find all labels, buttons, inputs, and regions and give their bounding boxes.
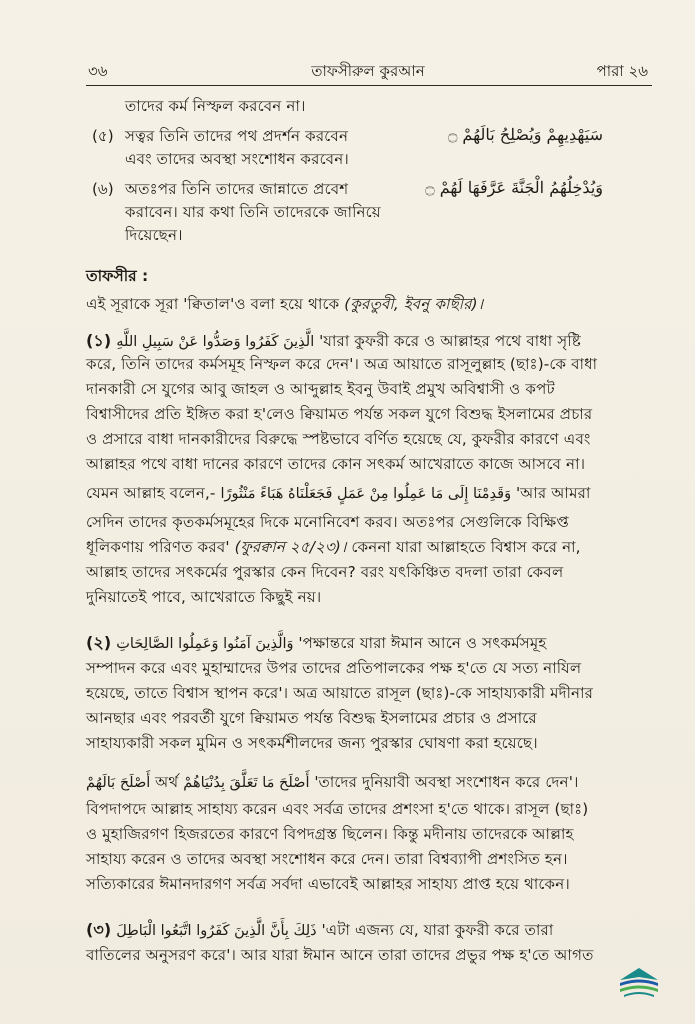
translation-line: অতঃপর তিনি তাদের জান্নাতে প্রবেশ [125, 180, 349, 198]
paragraph-text: অর্থ [155, 773, 179, 791]
paragraph-line: করে, তিনি তাদের কর্মসমূহ নিস্ফল করে দেন'। অত্র আয়াতে রাসূলুল্লাহ (ছাঃ)-কে বাধা [86, 355, 598, 373]
page-number: ৩৬ [88, 62, 108, 80]
arabic-verse: وَيُدْخِلُهُمُ الْجَنَّةَ عَرَّفَهَا لَهُمْ ۝ [425, 178, 603, 197]
paragraph-line [86, 328, 581, 355]
paragraph-line [86, 771, 579, 796]
paragraph-line: সম্পাদন করে এবং মুহাম্মাদের উপর তাদের প্রতিপালকের পক্ষ হ'তে যে সত্য নাযিল [86, 659, 582, 677]
paragraph-line: ও মুহাজিরগণ হিজরতের কারণে বিপদগ্রস্ত ছিলেন। কিন্তু মদীনায় তাদেরকে আল্লাহ [86, 825, 574, 843]
paragraph-line: বাতিলের অনুসরণ করে'। আর যারা ঈমান আনে তারা তাদের প্রভুর পক্ষ হ'তে আগত [86, 946, 594, 964]
paragraph-text: 'পক্ষান্তরে যারা ঈমান আনে ও সৎকর্মসমূহ [298, 634, 547, 652]
tafsir-heading: তাফসীর : [86, 267, 149, 285]
verse-number: (৬) [92, 180, 114, 198]
intro-citation: (কুরতুবী, ইবনু কাছীর)। [344, 295, 484, 313]
citation: (ফুরক্বান ২৫/২৩)। [234, 538, 347, 556]
paragraph-line: আল্লাহর পথে বাধা দানের কারণে তাদের কোন সৎকর্ম আখেরাতে কাজে আসবে না। [86, 455, 586, 473]
paragraph-text: ধূলিকণায় পরিণত করব' [86, 538, 230, 556]
paragraph-line: সাহায্য করেন ও তাদের অবস্থা সংশোধন করে দেন। তারা বিশ্বব্যাপী প্রশংসিত হন। [86, 850, 568, 868]
paragraph-line [86, 917, 553, 944]
paragraph-number: (৩) [86, 920, 112, 939]
arabic-quote: وَالَّذِينَ آمَنُوا وَعَمِلُوا الصَّالِحَاتِ [116, 636, 294, 652]
arabic-verse: سَيَهْدِيهِمْ وَيُصْلِحُ بَالَهُمْ ۝ [447, 125, 603, 144]
translation-line: তাদের কর্ম নিস্ফল করবেন না। [125, 97, 306, 115]
paragraph-text: 'তাদের দুনিয়াবী অবস্থা সংশোধন করে দেন'। [314, 773, 579, 791]
paragraph-line: ও প্রসারে বাধা দানকারীদের বিরুদ্ধে স্পষ্টভাবে বর্ণিত হয়েছে যে, কুফরীর কারণে এবং [86, 430, 591, 448]
paragraph-line: বিপদাপদে আল্লাহ সাহায্য করেন এবং সর্বত্র তাদের প্রশংসা হ'তে থাকে। রাসূল (ছাঃ) [86, 800, 589, 818]
tafsir-intro [86, 293, 483, 318]
paragraph-line: দানকারী সে যুগের আবু জাহল ও আব্দুল্লাহ ইবনু উবাই প্রমুখ অবিশ্বাসী ও কপট [86, 380, 555, 398]
arabic-quote: الَّذِينَ كَفَرُوا وَصَدُّوا عَنْ سَبِيلِ اللَّهِ [116, 334, 315, 350]
arabic-quote: أَصْلَحَ بَالَهُمْ [86, 775, 151, 791]
translation-line: এবং তাদের অবস্থা সংশোধন করবেন। [125, 150, 349, 168]
translation-line: দিয়েছেন। [125, 226, 183, 244]
paragraph-line [86, 630, 547, 657]
paragraph-line: আল্লাহ তাদের সৎকর্মের পুরস্কার কেন দিবেন? বরং যৎকিঞ্চিত বদলা তারা কেবল [86, 563, 564, 581]
paragraph-text: যেমন আল্লাহ বলেন,- [86, 484, 216, 502]
intro-text: এই সূরাকে সূরা 'ক্বিতাল'ও বলা হয়ে থাকে [86, 295, 340, 313]
paragraph-line: বিশ্বাসীদের প্রতি ইঙ্গিত করা হ'লেও ক্বিয়ামত পর্যন্ত সকল যুগে বিশুদ্ধ ইসলামের প্রচার [86, 405, 593, 423]
paragraph-line: দুনিয়াতেই পাবে, আখেরাতে কিছুই নয়। [86, 588, 322, 606]
running-header [88, 60, 648, 88]
paragraph-line [86, 536, 581, 561]
book-stack-logo-icon [614, 966, 664, 1002]
paragraph-line [86, 482, 591, 507]
paragraph-line: সাহায্যকারী সকল মুমিন ও সৎকর্মশীলদের জন্য পুরস্কার ঘোষণা করা হয়েছে। [86, 734, 538, 752]
arabic-quote: وَقَدِمْنَا إِلَى مَا عَمِلُوا مِنْ عَمَلٍ فَجَعَلْنَاهُ هَبَاءً مَنْثُورًا [220, 486, 512, 502]
paragraph-line: সত্যিকারের ঈমানদারগণ সর্বত্র সর্বদা এভাবেই আল্লাহর সাহায্য প্রাপ্ত হয়ে থাকেন। [86, 875, 570, 893]
paragraph-text: 'আর আমরা [515, 484, 591, 502]
paragraph-number: (১) [86, 331, 112, 350]
paragraph-line: হয়েছে, তাতে বিশ্বাস স্থাপন করে'। অত্র আয়াতে রাসূল (ছাঃ)-কে সাহায্যকারী মদীনার [86, 684, 594, 702]
translation-line: করাবেন। যার কথা তিনি তাদেরকে জানিয়ে [125, 203, 381, 221]
paragraph-text: 'এটা এজন্য যে, যারা কুফরী করে তারা [321, 921, 554, 939]
translation-line: সত্বর তিনি তাদের পথ প্রদর্শন করবেন [125, 127, 349, 145]
paragraph-number: (২) [86, 633, 112, 652]
arabic-quote: أَصْلَحَ مَا تَعَلَّقَ بِدُنْيَاهُمْ [183, 775, 310, 791]
arabic-quote: ذَلِكَ بِأَنَّ الَّذِينَ كَفَرُوا اتَّبَعُوا الْبَاطِلَ [116, 923, 317, 939]
para-label: পারা ২৬ [596, 62, 648, 80]
paragraph-text: 'যারা কুফরী করে ও আল্লাহর পথে বাধা সৃষ্টি [319, 332, 581, 350]
paragraph-line: আনছার এবং পরবর্তী যুগে ক্বিয়ামত পর্যন্ত বিশুদ্ধ ইসলামের প্রচার ও প্রসারে [86, 709, 537, 727]
paragraph-line: সেদিন তাদের কৃতকর্মসমূহের দিকে মনোনিবেশ করব। অতঃপর সেগুলিকে বিক্ষিপ্ত [86, 513, 569, 531]
verse-number: (৫) [92, 127, 114, 145]
header-divider [86, 85, 652, 86]
paragraph-text: কেননা যারা আল্লাহতে বিশ্বাস করে না, [351, 538, 581, 556]
book-title: তাফসীরুল কুরআন [311, 62, 425, 80]
